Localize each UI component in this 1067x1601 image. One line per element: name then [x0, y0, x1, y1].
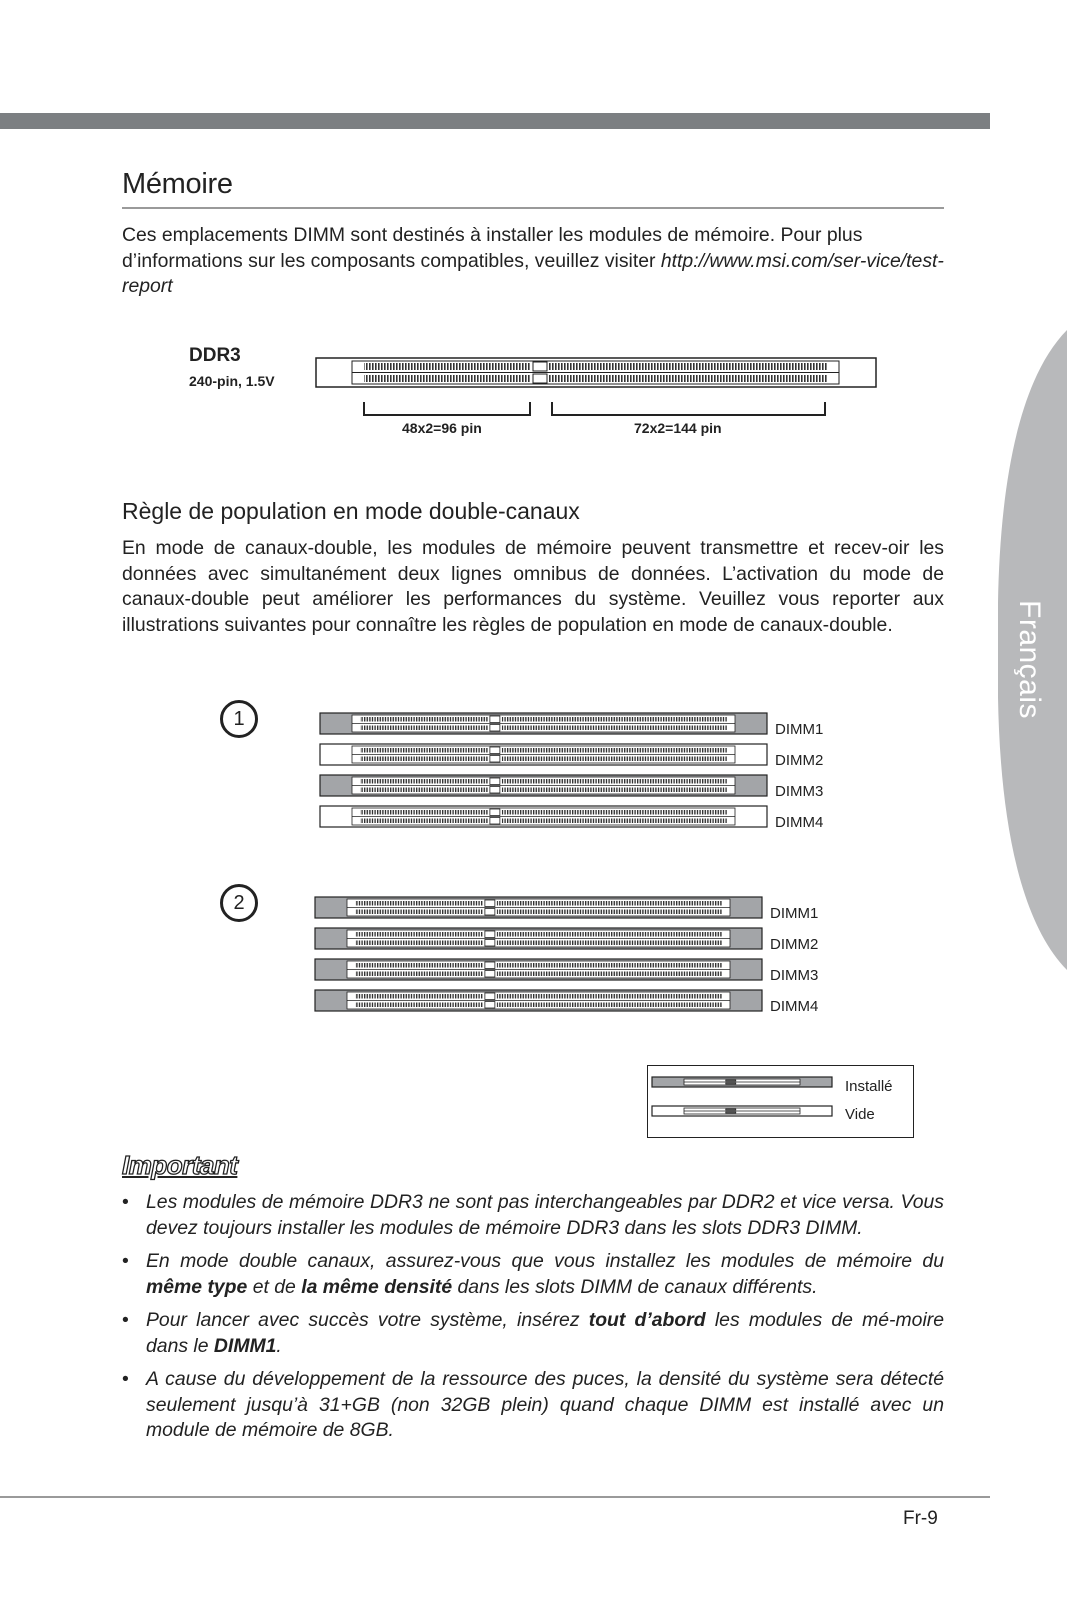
bullet-dot: •: [122, 1191, 129, 1213]
ddr3-slot: [316, 358, 876, 387]
intro-text: Ces emplacements DIMM sont destinés à installer les modules de mémoire. Pour plus d’informations sur les composants compatibles, veuillez visiter: [122, 224, 863, 272]
title-underline: [122, 207, 944, 209]
important-list: [122, 1190, 944, 1452]
ddr-title: DDR3: [189, 345, 241, 366]
page-number: Fr-9: [903, 1508, 938, 1529]
pin-brackets: [364, 402, 825, 415]
config-2-slot-1: [315, 897, 762, 918]
config-1-slot-4: [320, 806, 767, 827]
intro-url[interactable]: http://www.msi.com/ser-vice/test-report: [122, 249, 944, 297]
config-2-slot-2: [315, 928, 762, 949]
config-1-number: 1: [220, 700, 258, 738]
config-2-slot-4: [315, 990, 762, 1011]
important-heading: Important: [122, 1150, 238, 1180]
config-2-dimm4-label: DIMM4: [770, 998, 819, 1015]
left-pin-count: 48x2=96 pin: [402, 420, 482, 436]
language-tab-label: Français: [1013, 600, 1046, 720]
legend-empty-label: Vide: [845, 1106, 875, 1123]
config-1-dimm3-label: DIMM3: [775, 783, 824, 800]
right-pin-count: 72x2=144 pin: [634, 420, 722, 436]
config-1-slot-2: [320, 744, 767, 765]
page-title: Mémoire: [122, 168, 233, 200]
intro-paragraph: [122, 223, 944, 300]
config-1-dimm4-label: DIMM4: [775, 814, 824, 831]
important-item: • Les modules de mémoire DDR3 ne sont pas interchangeables par DDR2 et vice versa. Vous devez toujours installer les modules de mémoire DDR3 dans les slots DDR3 DIMM.: [122, 1191, 944, 1239]
dual-channel-title: Règle de population en mode double-canaux: [122, 498, 580, 524]
config-1-slot-1: [320, 713, 767, 734]
dual-channel-paragraph: En mode de canaux-double, les modules de mémoire peuvent transmettre et recev-oir les données avec simultanément deux lignes omnibus de données. L’activation du mode de canaux-double peut améliorer les performances du système. Veuillez vous reporter aux illustrations suivantes pour connaître les règles de population en mode de canaux-double.: [122, 537, 944, 636]
config-2-number: 2: [220, 884, 258, 922]
legend-installed-label: Installé: [845, 1078, 893, 1095]
config-1-slot-3: [320, 775, 767, 796]
config-2-dimm1-label: DIMM1: [770, 905, 819, 922]
config-2-dimm3-label: DIMM3: [770, 967, 819, 984]
config-1-dimm2-label: DIMM2: [775, 752, 824, 769]
legend: [647, 1065, 914, 1138]
config-1-dimm1-label: DIMM1: [775, 721, 824, 738]
bullet-dot: •: [122, 1250, 129, 1272]
important-item: • Pour lancer avec succès votre système, insérez tout d’abord les modules de mé-moire dans le DIMM1.: [122, 1309, 944, 1357]
bullet-dot: •: [122, 1368, 129, 1390]
ddr-subtitle: 240-pin, 1.5V: [189, 373, 275, 389]
config-2-slot-3: [315, 959, 762, 980]
bullet-dot: •: [122, 1309, 129, 1331]
config-2-dimm2-label: DIMM2: [770, 936, 819, 953]
important-item: • A cause du développement de la ressource des puces, la densité du système sera détecté seulement jusqu’à 31+GB (non 32GB plein) quand chaque DIMM est installé avec un module de mémoire de 8GB.: [122, 1368, 944, 1441]
header-bar: [0, 113, 990, 129]
footer-rule: [0, 1496, 990, 1498]
important-item: • En mode double canaux, assurez-vous que vous installez les modules de mémoire du même type et de la même densité dans les slots DIMM de canaux différents.: [122, 1250, 944, 1298]
